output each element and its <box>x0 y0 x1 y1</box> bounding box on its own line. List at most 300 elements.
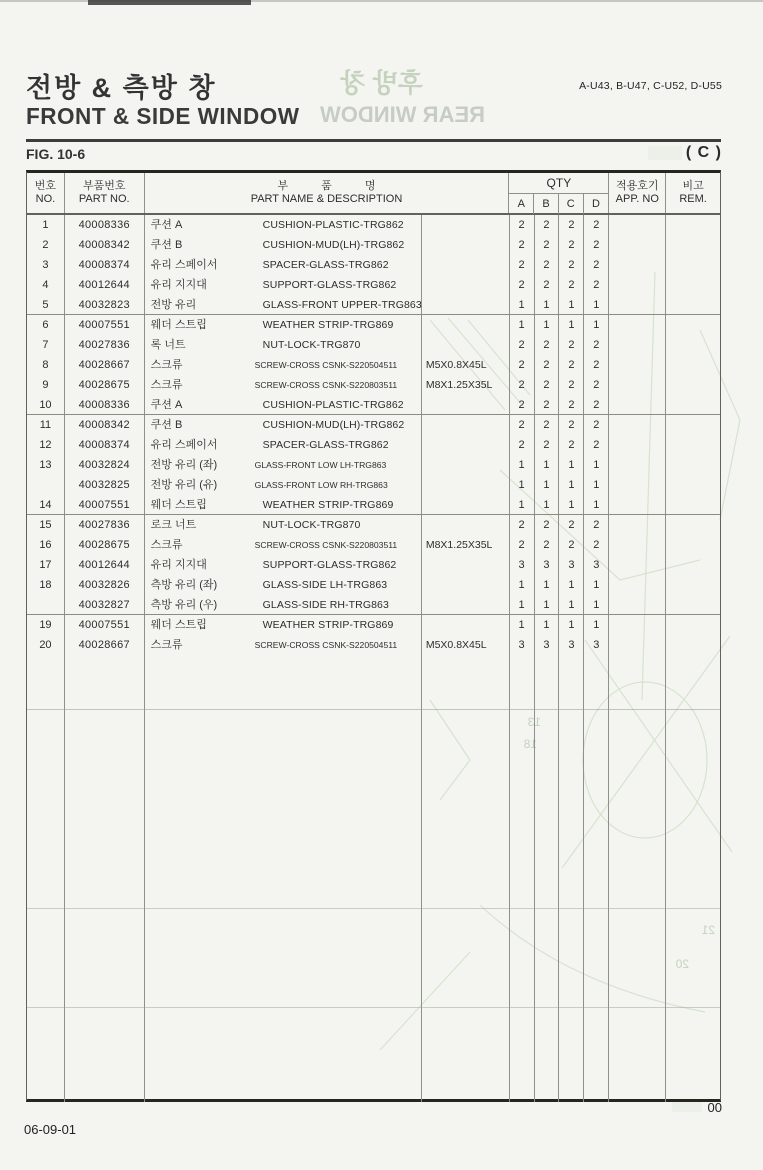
part-name-korean: 유리 스페이서 <box>150 259 218 271</box>
part-name-korean: 유리 지지대 <box>150 279 207 291</box>
cell-remarks <box>666 575 720 595</box>
empty-col-app <box>609 655 666 1102</box>
cell-qty-a: 1 <box>510 595 535 614</box>
cell-part-no: 40007551 <box>65 495 145 514</box>
empty-col-qty-b <box>535 655 560 1102</box>
model-codes: A-U43, B-U47, C-U52, D-U55 <box>579 80 722 92</box>
table-row <box>27 235 720 255</box>
part-name-korean: 전방 유리 (좌) <box>150 459 218 471</box>
table-row <box>27 455 720 475</box>
cell-no: 3 <box>27 255 65 275</box>
cell-qty-a: 2 <box>510 415 535 435</box>
cell-qty-b: 1 <box>535 575 560 595</box>
page-title-korean: 전방 & 측방 창 <box>26 73 217 103</box>
cell-qty-b: 3 <box>535 635 560 655</box>
cell-app-no <box>609 495 666 514</box>
cell-qty-c: 2 <box>559 335 584 355</box>
cell-qty-c: 2 <box>559 515 584 535</box>
cell-qty-b: 2 <box>535 395 560 414</box>
cell-qty-d: 2 <box>584 535 609 555</box>
part-name-korean: 쿠션 A <box>150 219 183 231</box>
cell-qty-d: 3 <box>584 635 609 655</box>
cell-qty-c: 2 <box>559 395 584 414</box>
cell-qty-a: 2 <box>510 535 535 555</box>
part-name-english: SPACER-GLASS-TRG862 <box>262 439 389 451</box>
cell-qty-d: 2 <box>584 255 609 275</box>
svg-text:18: 18 <box>523 737 537 751</box>
cell-spec <box>422 435 510 455</box>
cell-no: 17 <box>27 555 65 575</box>
header-qty-c: C <box>559 194 584 214</box>
part-name-english: GLASS-FRONT UPPER-TRG863 <box>262 299 422 311</box>
cell-qty-c: 1 <box>559 595 584 614</box>
cell-part-no: 40028675 <box>65 375 145 395</box>
cell-remarks <box>666 295 720 314</box>
cell-no: 7 <box>27 335 65 355</box>
cell-qty-a: 1 <box>510 315 535 335</box>
table-row <box>27 575 720 595</box>
cell-spec <box>422 495 510 514</box>
cell-qty-b: 1 <box>535 495 560 514</box>
cell-qty-a: 1 <box>510 455 535 475</box>
part-name-english: GLASS-SIDE LH-TRG863 <box>262 579 388 591</box>
part-name-korean: 쿠션 A <box>150 399 183 411</box>
cell-description <box>145 635 422 655</box>
cell-part-no: 40032824 <box>65 455 145 475</box>
cell-app-no <box>609 535 666 555</box>
cell-description <box>145 295 422 314</box>
cell-qty-c: 1 <box>559 575 584 595</box>
cell-part-no: 40007551 <box>65 315 145 335</box>
cell-qty-a: 1 <box>510 575 535 595</box>
cell-qty-c: 2 <box>559 415 584 435</box>
cell-qty-d: 1 <box>584 295 609 314</box>
header-qty-b: B <box>534 194 559 214</box>
cell-qty-a: 3 <box>510 635 535 655</box>
cell-remarks <box>666 275 720 295</box>
part-name-english: NUT-LOCK-TRG870 <box>262 519 361 531</box>
cell-spec <box>422 235 510 255</box>
cell-qty-c: 1 <box>559 295 584 314</box>
cell-app-no <box>609 635 666 655</box>
cell-qty-d: 2 <box>584 355 609 375</box>
cell-qty-a: 2 <box>510 235 535 255</box>
cell-no: 13 <box>27 455 65 475</box>
cell-qty-c: 1 <box>559 475 584 495</box>
part-name-korean: 전방 유리 (유) <box>150 479 218 491</box>
cell-qty-a: 1 <box>510 495 535 514</box>
cell-qty-c: 2 <box>559 235 584 255</box>
cell-description <box>145 475 422 495</box>
cell-no: 2 <box>27 235 65 255</box>
cell-description <box>145 555 422 575</box>
cell-no: 12 <box>27 435 65 455</box>
cell-description <box>145 235 422 255</box>
cell-no: 11 <box>27 415 65 435</box>
cell-qty-d: 2 <box>584 235 609 255</box>
header-no <box>27 173 65 213</box>
cell-part-no: 40032827 <box>65 595 145 614</box>
cell-qty-d: 2 <box>584 515 609 535</box>
cell-qty-b: 2 <box>535 415 560 435</box>
cell-description <box>145 415 422 435</box>
part-name-english: CUSHION-MUD(LH)-TRG862 <box>262 239 405 251</box>
part-name-korean: 측방 유리 (좌) <box>150 579 218 591</box>
empty-col-qty-c <box>559 655 584 1102</box>
cell-description <box>145 395 422 414</box>
part-name-english: CUSHION-PLASTIC-TRG862 <box>262 399 404 411</box>
bleed-title-en: REAR WINDOW <box>320 102 485 127</box>
part-name-korean: 측방 유리 (우) <box>150 599 218 611</box>
cell-no <box>27 595 65 614</box>
cell-remarks <box>666 375 720 395</box>
empty-col-spec <box>422 655 510 1102</box>
cell-app-no <box>609 415 666 435</box>
table-row <box>27 595 720 615</box>
cell-spec <box>422 415 510 435</box>
cell-spec: M8X1.25X35L <box>422 375 510 395</box>
header-qty-a: A <box>509 194 534 214</box>
svg-text:20: 20 <box>675 957 689 971</box>
cell-remarks <box>666 615 720 635</box>
table-row <box>27 255 720 275</box>
cell-qty-d: 2 <box>584 375 609 395</box>
part-name-korean: 웨더 스트립 <box>150 499 207 511</box>
header-app-en: APP. NO <box>615 193 659 205</box>
figure-number: FIG. 10-6 <box>26 146 86 162</box>
cell-spec: M8X1.25X35L <box>422 535 510 555</box>
cell-description <box>145 435 422 455</box>
cell-no: 10 <box>27 395 65 414</box>
cell-description <box>145 595 422 614</box>
empty-col-qty-d <box>584 655 609 1102</box>
cell-qty-a: 2 <box>510 335 535 355</box>
cell-qty-d: 2 <box>584 215 609 235</box>
part-name-korean: 유리 스페이서 <box>150 439 218 451</box>
cell-part-no: 40028667 <box>65 355 145 375</box>
faint-rule-2 <box>27 908 720 909</box>
part-name-korean: 로크 너트 <box>150 519 197 531</box>
cell-qty-d: 1 <box>584 455 609 475</box>
cell-remarks <box>666 315 720 335</box>
cell-qty-d: 1 <box>584 475 609 495</box>
table-row <box>27 335 720 355</box>
cell-qty-b: 2 <box>535 215 560 235</box>
cell-qty-c: 3 <box>559 635 584 655</box>
cell-no: 14 <box>27 495 65 514</box>
cell-qty-b: 2 <box>535 355 560 375</box>
cell-part-no: 40007551 <box>65 615 145 635</box>
cell-qty-b: 2 <box>535 435 560 455</box>
empty-col-no <box>27 655 65 1102</box>
header-rem-ko: 비고 <box>682 180 704 192</box>
cell-no: 16 <box>27 535 65 555</box>
cell-qty-a: 2 <box>510 355 535 375</box>
table-row <box>27 215 720 235</box>
cell-qty-d: 2 <box>584 335 609 355</box>
cell-qty-a: 2 <box>510 375 535 395</box>
header-qty <box>509 173 609 213</box>
cell-qty-d: 2 <box>584 435 609 455</box>
cell-qty-b: 1 <box>535 595 560 614</box>
table-header <box>27 173 720 215</box>
part-name-korean: 전방 유리 <box>150 299 197 311</box>
cell-description <box>145 315 422 335</box>
header-no-en: NO. <box>35 193 56 205</box>
header-part-no <box>65 173 145 213</box>
part-name-english: WEATHER STRIP-TRG869 <box>262 499 394 511</box>
cell-qty-a: 1 <box>510 615 535 635</box>
cell-spec <box>422 275 510 295</box>
cell-spec <box>422 475 510 495</box>
cell-qty-a: 1 <box>510 475 535 495</box>
cell-app-no <box>609 515 666 535</box>
cell-remarks <box>666 255 720 275</box>
empty-col-desc <box>145 655 422 1102</box>
cell-qty-d: 2 <box>584 275 609 295</box>
part-name-korean: 웨더 스트립 <box>150 619 207 631</box>
cell-spec <box>422 395 510 414</box>
table-empty-area <box>27 655 720 1102</box>
header-part-name <box>145 173 510 213</box>
cell-qty-c: 1 <box>559 315 584 335</box>
table-row <box>27 415 720 435</box>
page-title-english: FRONT & SIDE WINDOW <box>26 103 300 129</box>
cell-app-no <box>609 595 666 614</box>
title-rule <box>26 139 721 142</box>
cell-qty-d: 3 <box>584 555 609 575</box>
table-row <box>27 515 720 535</box>
table-row <box>27 475 720 495</box>
cell-qty-c: 2 <box>559 375 584 395</box>
cell-qty-b: 2 <box>535 515 560 535</box>
part-name-korean: 록 너트 <box>150 339 186 351</box>
cell-qty-d: 1 <box>584 495 609 514</box>
table-row <box>27 355 720 375</box>
cell-spec <box>422 575 510 595</box>
cell-spec: M5X0.8X45L <box>422 355 510 375</box>
header-no-ko: 번호 <box>34 180 57 192</box>
cell-description <box>145 455 422 475</box>
table-row <box>27 635 720 655</box>
cell-spec: M5X0.8X45L <box>422 635 510 655</box>
cell-app-no <box>609 235 666 255</box>
revision-label: ( C ) <box>685 144 722 161</box>
part-name-english: SUPPORT-GLASS-TRG862 <box>262 279 397 291</box>
part-name-english: WEATHER STRIP-TRG869 <box>262 619 394 631</box>
page-number: 00 <box>707 1100 722 1115</box>
cell-qty-d: 1 <box>584 315 609 335</box>
cell-remarks <box>666 555 720 575</box>
cell-qty-b: 2 <box>535 255 560 275</box>
footer-date: 06-09-01 <box>24 1122 77 1137</box>
cell-description <box>145 515 422 535</box>
table-row <box>27 275 720 295</box>
cell-spec <box>422 615 510 635</box>
cell-no: 8 <box>27 355 65 375</box>
cell-no: 1 <box>27 215 65 235</box>
cell-qty-a: 2 <box>510 215 535 235</box>
cell-qty-c: 2 <box>559 255 584 275</box>
part-name-korean: 스크류 <box>150 539 183 551</box>
part-name-english: SPACER-GLASS-TRG862 <box>262 259 389 271</box>
cell-qty-b: 2 <box>535 535 560 555</box>
cell-spec <box>422 315 510 335</box>
cell-spec <box>422 335 510 355</box>
cell-qty-c: 1 <box>559 455 584 475</box>
cell-remarks <box>666 495 720 514</box>
cell-app-no <box>609 555 666 575</box>
cell-app-no <box>609 295 666 314</box>
cell-part-no: 40028675 <box>65 535 145 555</box>
cell-app-no <box>609 575 666 595</box>
part-name-english: SCREW-CROSS CSNK-S220504511 <box>254 640 398 650</box>
header-part-ko: 부품번호 <box>82 180 126 192</box>
cell-remarks <box>666 215 720 235</box>
cell-part-no: 40032826 <box>65 575 145 595</box>
cell-qty-b: 1 <box>535 475 560 495</box>
part-name-english: CUSHION-MUD(LH)-TRG862 <box>262 419 405 431</box>
empty-col-part <box>65 655 145 1102</box>
header-name-en: PART NAME & DESCRIPTION <box>250 193 403 205</box>
cell-description <box>145 535 422 555</box>
part-name-english: GLASS-SIDE RH-TRG863 <box>262 599 389 611</box>
cell-spec <box>422 295 510 314</box>
part-name-korean: 쿠션 B <box>150 419 183 431</box>
cell-remarks <box>666 415 720 435</box>
empty-col-qty-a <box>510 655 535 1102</box>
part-name-english: GLASS-FRONT LOW LH-TRG863 <box>254 460 387 470</box>
header-name-ko: 부 품 명 <box>277 180 376 192</box>
cell-qty-c: 2 <box>559 215 584 235</box>
cell-part-no: 40008336 <box>65 395 145 414</box>
table-row <box>27 495 720 515</box>
cell-part-no: 40008342 <box>65 235 145 255</box>
cell-qty-a: 1 <box>510 295 535 314</box>
cell-qty-d: 1 <box>584 615 609 635</box>
cell-part-no: 40008336 <box>65 215 145 235</box>
cell-qty-a: 2 <box>510 255 535 275</box>
cell-qty-b: 1 <box>535 455 560 475</box>
part-name-english: SCREW-CROSS CSNK-S220504511 <box>254 360 398 370</box>
header-remarks <box>666 173 720 213</box>
part-name-english: SCREW-CROSS CSNK-S220803511 <box>254 380 398 390</box>
cell-remarks <box>666 355 720 375</box>
cell-spec <box>422 595 510 614</box>
cell-no: 5 <box>27 295 65 314</box>
cell-part-no: 40008374 <box>65 435 145 455</box>
header-qty-d: D <box>592 198 600 210</box>
cell-description <box>145 575 422 595</box>
cell-remarks <box>666 455 720 475</box>
cell-qty-a: 2 <box>510 515 535 535</box>
header-rem-en: REM. <box>679 193 707 205</box>
cell-qty-c: 3 <box>559 555 584 575</box>
cell-part-no: 40032825 <box>65 475 145 495</box>
part-name-english: GLASS-FRONT LOW RH-TRG863 <box>254 480 388 490</box>
cell-description <box>145 255 422 275</box>
cell-qty-b: 1 <box>535 315 560 335</box>
cell-no <box>27 475 65 495</box>
cell-part-no: 40028667 <box>65 635 145 655</box>
part-name-korean: 쿠션 B <box>150 239 183 251</box>
cell-app-no <box>609 455 666 475</box>
cell-qty-c: 2 <box>559 535 584 555</box>
part-name-english: SUPPORT-GLASS-TRG862 <box>262 559 397 571</box>
cell-qty-b: 2 <box>535 275 560 295</box>
table-row <box>27 315 720 335</box>
cell-description <box>145 215 422 235</box>
cell-app-no <box>609 375 666 395</box>
part-name-korean: 스크류 <box>150 359 183 371</box>
cell-app-no <box>609 255 666 275</box>
part-name-korean: 웨더 스트립 <box>150 319 207 331</box>
cell-remarks <box>666 395 720 414</box>
cell-app-no <box>609 215 666 235</box>
cell-description <box>145 335 422 355</box>
table-row <box>27 555 720 575</box>
cell-spec <box>422 215 510 235</box>
cell-no: 18 <box>27 575 65 595</box>
cell-part-no: 40012644 <box>65 555 145 575</box>
cell-part-no: 40012644 <box>65 275 145 295</box>
header-app-ko: 적용호기 <box>616 180 659 192</box>
table-row <box>27 395 720 415</box>
cell-qty-d: 1 <box>584 595 609 614</box>
header-qty-label: QTY <box>546 176 572 190</box>
cell-no: 9 <box>27 375 65 395</box>
cell-description <box>145 375 422 395</box>
part-name-english: NUT-LOCK-TRG870 <box>262 339 361 351</box>
cell-app-no <box>609 335 666 355</box>
cell-no: 20 <box>27 635 65 655</box>
table-row <box>27 435 720 455</box>
cell-no: 4 <box>27 275 65 295</box>
cell-qty-d: 1 <box>584 575 609 595</box>
cell-description <box>145 615 422 635</box>
header-part-en: PART NO. <box>78 193 130 205</box>
cell-app-no <box>609 395 666 414</box>
cell-qty-b: 1 <box>535 295 560 314</box>
cell-qty-b: 1 <box>535 615 560 635</box>
part-name-english: CUSHION-PLASTIC-TRG862 <box>262 219 404 231</box>
cell-no: 15 <box>27 515 65 535</box>
cell-part-no: 40032823 <box>65 295 145 314</box>
cell-remarks <box>666 335 720 355</box>
cell-app-no <box>609 275 666 295</box>
part-name-english: WEATHER STRIP-TRG869 <box>262 319 394 331</box>
cell-app-no <box>609 615 666 635</box>
cell-remarks <box>666 595 720 614</box>
svg-text:13: 13 <box>527 715 541 729</box>
cell-description <box>145 355 422 375</box>
cell-qty-a: 2 <box>510 395 535 414</box>
cell-remarks <box>666 515 720 535</box>
empty-col-rem <box>666 655 720 1102</box>
cell-part-no: 40008342 <box>65 415 145 435</box>
table-body <box>27 215 720 655</box>
cell-qty-a: 3 <box>510 555 535 575</box>
cell-qty-b: 2 <box>535 375 560 395</box>
cell-qty-a: 2 <box>510 275 535 295</box>
cell-qty-c: 2 <box>559 275 584 295</box>
cell-remarks <box>666 235 720 255</box>
cell-remarks <box>666 535 720 555</box>
cell-qty-b: 2 <box>535 335 560 355</box>
bleed-title-ko: 후방 창 <box>340 68 423 98</box>
cell-no: 19 <box>27 615 65 635</box>
part-name-korean: 유리 지지대 <box>150 559 207 571</box>
